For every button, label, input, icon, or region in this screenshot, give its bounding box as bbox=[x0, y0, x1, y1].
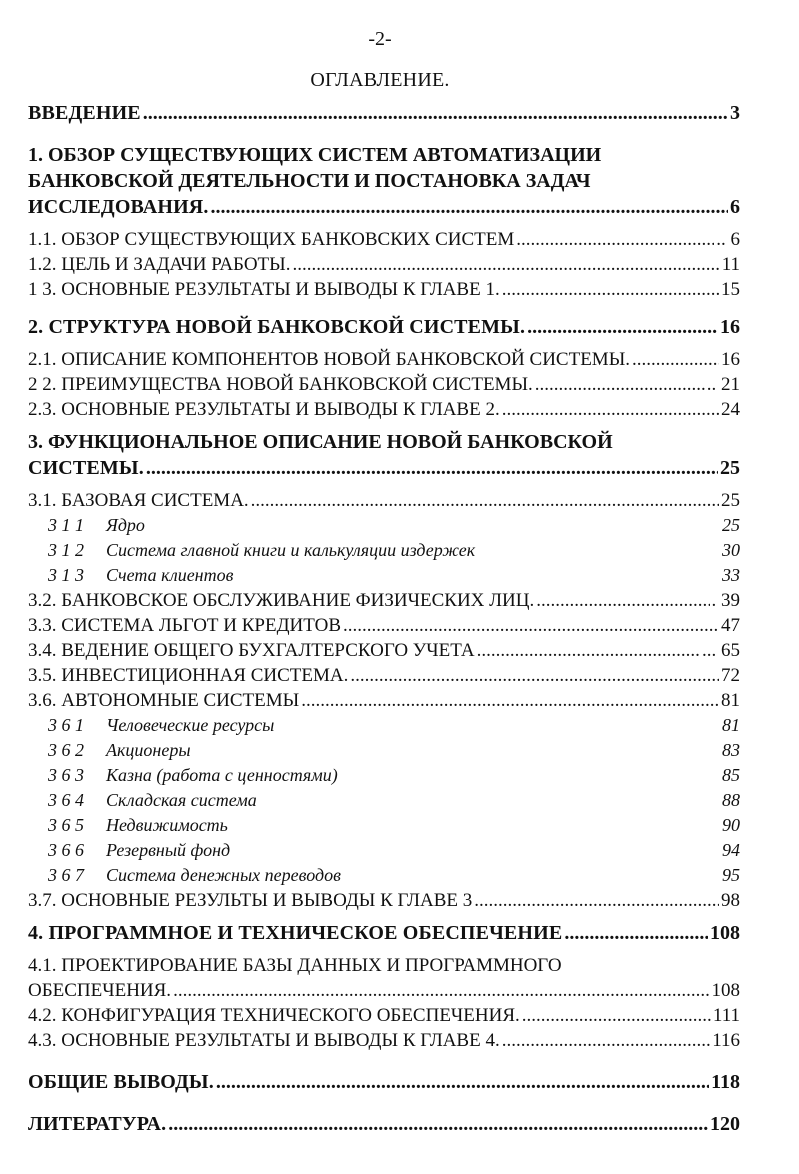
toc-entry-page: 33 bbox=[722, 565, 740, 585]
dot-leader bbox=[143, 100, 728, 126]
toc-subsection-number: 3 6 7 bbox=[48, 865, 84, 885]
toc-chapter-4[interactable] bbox=[28, 920, 740, 946]
toc-subsection-number: 3 6 2 bbox=[48, 740, 84, 760]
toc-entry-page: 47 bbox=[721, 615, 740, 636]
dot-leader bbox=[632, 347, 719, 372]
dot-leader bbox=[502, 1028, 710, 1053]
toc-entry-page: 25 bbox=[721, 490, 740, 511]
toc-subsection-3-6-6[interactable] bbox=[28, 838, 740, 863]
toc-entry-introduction[interactable] bbox=[28, 100, 740, 126]
toc-entry-label: 1.2. ЦЕЛЬ И ЗАДАЧИ РАБОТЫ. bbox=[28, 254, 291, 275]
toc-section-1-2[interactable] bbox=[28, 252, 740, 277]
toc-section-4-2[interactable] bbox=[28, 1003, 740, 1028]
page-number: -2- bbox=[368, 28, 392, 50]
toc-section-2-3[interactable] bbox=[28, 397, 740, 422]
dot-leader bbox=[527, 314, 718, 340]
toc-chapter-title-line: 1. ОБЗОР СУЩЕСТВУЮЩИХ СИСТЕМ АВТОМАТИЗАЦИИ bbox=[28, 144, 602, 166]
toc-subsection-3-6-3[interactable] bbox=[28, 763, 740, 788]
toc-entry-label: Человеческие ресурсы bbox=[106, 715, 275, 735]
toc-entry-label: 3.4. ВЕДЕНИЕ ОБЩЕГО БУХГАЛТЕРСКОГО УЧЕТА bbox=[28, 640, 475, 661]
toc-entry-page: 98 bbox=[721, 890, 740, 911]
toc-entry-page: 3 bbox=[730, 102, 740, 124]
toc-entry-label: ЛИТЕРАТУРА. bbox=[28, 1113, 167, 1135]
document-title: ОГЛАВЛЕНИЕ. bbox=[310, 69, 450, 91]
toc-chapter-3[interactable] bbox=[28, 429, 740, 481]
toc-entry-page: 16 bbox=[721, 349, 740, 370]
dot-leader bbox=[535, 372, 705, 397]
toc-entry-label: 4.3. ОСНОВНЫЕ РЕЗУЛЬТАТЫ И ВЫВОДЫ К ГЛАВЕ 4. bbox=[28, 1030, 500, 1051]
toc-entry-label: ВВЕДЕНИЕ bbox=[28, 102, 141, 124]
toc-entry-label: Система денежных переводов bbox=[106, 865, 341, 885]
toc-subsection-3-6-5[interactable] bbox=[28, 813, 740, 838]
toc-entry-label: Акционеры bbox=[106, 740, 191, 760]
toc-entry-label: 4.1. ПРОЕКТИРОВАНИЕ БАЗЫ ДАННЫХ И ПРОГРАММНОГО bbox=[28, 955, 562, 976]
toc-subsection-3-6-4[interactable] bbox=[28, 788, 740, 813]
dot-leader bbox=[292, 252, 719, 277]
toc-subsection-3-6-7[interactable] bbox=[28, 863, 740, 888]
dot-leader bbox=[173, 978, 709, 1003]
toc-entry-page: 116 bbox=[712, 1030, 740, 1051]
toc-entry-page: 6 bbox=[730, 196, 740, 218]
toc-subsection-number: 3 6 5 bbox=[48, 815, 84, 835]
toc-subsection-number: 3 6 3 bbox=[48, 765, 84, 785]
toc-entry-page: 30 bbox=[722, 540, 740, 560]
toc-chapter-1[interactable] bbox=[28, 142, 740, 220]
toc-section-4-1[interactable] bbox=[28, 953, 740, 1003]
toc-subsection-3-6-2[interactable] bbox=[28, 738, 740, 763]
toc-entry-page: 111 bbox=[712, 1005, 740, 1026]
toc-subsection-number: 3 1 2 bbox=[48, 540, 84, 560]
toc-entry-page: 11 bbox=[721, 254, 740, 275]
toc-entry-label: ОБЩИЕ ВЫВОДЫ. bbox=[28, 1071, 214, 1093]
toc-section-3-7[interactable] bbox=[28, 888, 740, 913]
toc-section-3-2[interactable] bbox=[28, 588, 740, 613]
toc-entry-label: 1.1. ОБЗОР СУЩЕСТВУЮЩИХ БАНКОВСКИХ СИСТЕМ bbox=[28, 229, 515, 250]
toc-entry-page: 81 bbox=[721, 690, 740, 711]
toc-entry-label: 1 3. ОСНОВНЫЕ РЕЗУЛЬТАТЫ И ВЫВОДЫ К ГЛАВЕ 1. bbox=[28, 279, 500, 300]
toc-entry-page: 85 bbox=[722, 765, 740, 785]
toc-section-3-1[interactable] bbox=[28, 488, 740, 513]
toc-subsection-number: 3 6 1 bbox=[48, 715, 84, 735]
dot-leader bbox=[502, 277, 719, 302]
toc-subsection-number: 3 6 4 bbox=[48, 790, 84, 810]
toc-entry-label: ОБЕСПЕЧЕНИЯ. bbox=[28, 980, 172, 1001]
toc-entry-label: 3.3. СИСТЕМА ЛЬГОТ И КРЕДИТОВ bbox=[28, 615, 342, 636]
toc-entry-label: 3.5. ИНВЕСТИЦИОННАЯ СИСТЕМА. bbox=[28, 665, 349, 686]
toc-chapter-title-line: ИССЛЕДОВАНИЯ. bbox=[28, 196, 209, 218]
toc-section-3-6[interactable] bbox=[28, 688, 740, 713]
toc-section-3-3[interactable] bbox=[28, 613, 740, 638]
toc-subsection-3-1-1[interactable] bbox=[28, 513, 740, 538]
toc-entry-label: 3.7. ОСНОВНЫЕ РЕЗУЛЬТЫ И ВЫВОДЫ К ГЛАВЕ 3 bbox=[28, 890, 473, 911]
dot-leader bbox=[502, 397, 719, 422]
toc-entry-page: 118 bbox=[711, 1071, 740, 1093]
toc-section-4-3[interactable] bbox=[28, 1028, 740, 1053]
dot-leader bbox=[516, 227, 714, 252]
dot-leader bbox=[301, 688, 719, 713]
toc-subsection-3-1-2[interactable] bbox=[28, 538, 740, 563]
dot-leader bbox=[146, 455, 718, 481]
toc-entry-page: . 39 bbox=[711, 590, 740, 611]
toc-entry-page: 81 bbox=[722, 715, 740, 735]
toc-subsection-number: 3 6 6 bbox=[48, 840, 84, 860]
toc-entry-label: Резервный фонд bbox=[106, 840, 231, 860]
toc-chapter-2[interactable] bbox=[28, 314, 740, 340]
toc-entry-page: 72 bbox=[721, 665, 740, 686]
toc-entry-page: 25 bbox=[722, 515, 740, 535]
toc-entry-page: 16 bbox=[720, 316, 740, 338]
toc-entry-label: 2 2. ПРЕИМУЩЕСТВА НОВОЙ БАНКОВСКОЙ СИСТЕМЫ. bbox=[28, 374, 533, 395]
toc-entry-label: 2.1. ОПИСАНИЕ КОМПОНЕНТОВ НОВОЙ БАНКОВСКОЙ СИСТЕМЫ. bbox=[28, 349, 631, 370]
dot-leader bbox=[522, 1003, 711, 1028]
dot-leader bbox=[536, 588, 709, 613]
toc-section-3-4[interactable] bbox=[28, 638, 740, 663]
dot-leader bbox=[564, 920, 708, 946]
toc-subsection-3-1-3[interactable] bbox=[28, 563, 740, 588]
toc-entry-label: Складская система bbox=[106, 790, 257, 810]
toc-entry-page: .. 6 bbox=[716, 229, 740, 250]
toc-entry-label: 4. ПРОГРАММНОЕ И ТЕХНИЧЕСКОЕ ОБЕСПЕЧЕНИЕ bbox=[28, 922, 563, 944]
dot-leader bbox=[211, 194, 728, 220]
toc-chapter-title-line: БАНКОВСКОЙ ДЕЯТЕЛЬНОСТИ И ПОСТАНОВКА ЗАДАЧ bbox=[28, 170, 591, 192]
toc-entry-label: 3.6. АВТОНОМНЫЕ СИСТЕМЫ bbox=[28, 690, 300, 711]
dot-leader bbox=[216, 1069, 709, 1095]
toc-entry-label: 3.1. БАЗОВАЯ СИСТЕМА. bbox=[28, 490, 249, 511]
toc-entry-page: 95 bbox=[722, 865, 740, 885]
toc-chapter-title-line: 3. ФУНКЦИОНАЛЬНОЕ ОПИСАНИЕ НОВОЙ БАНКОВСКОЙ bbox=[28, 431, 613, 453]
toc-entry-label: 4.2. КОНФИГУРАЦИЯ ТЕХНИЧЕСКОГО ОБЕСПЕЧЕНИЯ. bbox=[28, 1005, 520, 1026]
toc-entry-page: 24 bbox=[721, 399, 740, 420]
toc-subsection-3-6-1[interactable] bbox=[28, 713, 740, 738]
toc-entry-label: 3.2. БАНКОВСКОЕ ОБСЛУЖИВАНИЕ ФИЗИЧЕСКИХ ЛИЦ. bbox=[28, 590, 535, 611]
toc-section-2-2[interactable] bbox=[28, 372, 740, 397]
dot-leader bbox=[477, 638, 700, 663]
toc-entry-label: Казна (работа с ценностями) bbox=[106, 765, 338, 785]
toc-subsection-number: 3 1 1 bbox=[48, 515, 84, 535]
toc-section-1-1[interactable] bbox=[28, 227, 740, 252]
toc-entry-page: 83 bbox=[722, 740, 740, 760]
toc-entry-page: 120 bbox=[710, 1113, 740, 1135]
toc-entry-page: 88 bbox=[722, 790, 740, 810]
toc-entry-label: Недвижимость bbox=[106, 815, 228, 835]
toc-entry-label: 2.3. ОСНОВНЫЕ РЕЗУЛЬТАТЫ И ВЫВОДЫ К ГЛАВЕ 2. bbox=[28, 399, 500, 420]
toc-section-3-5[interactable] bbox=[28, 663, 740, 688]
dot-leader bbox=[350, 663, 719, 688]
toc-section-2-1[interactable] bbox=[28, 347, 740, 372]
toc-entry-page: ... 65 bbox=[702, 640, 740, 661]
toc-entry-page: 90 bbox=[722, 815, 740, 835]
toc-section-1-3[interactable] bbox=[28, 277, 740, 302]
toc-entry-page: 15 bbox=[721, 279, 740, 300]
toc-entry-label: Счета клиентов bbox=[106, 565, 234, 585]
toc-entry-conclusions[interactable] bbox=[28, 1069, 740, 1095]
toc-entry-label: Система главной книги и калькуляции издержек bbox=[106, 540, 476, 560]
dot-leader bbox=[474, 888, 719, 913]
toc-entry-page: 25 bbox=[720, 457, 740, 479]
dot-leader bbox=[168, 1111, 708, 1137]
toc-entry-label: Ядро bbox=[106, 515, 145, 535]
toc-entry-literature[interactable] bbox=[28, 1111, 740, 1137]
toc-entry-page: 108 bbox=[711, 980, 740, 1001]
toc-entry-page: 94 bbox=[722, 840, 740, 860]
toc-entry-page: 108 bbox=[710, 922, 740, 944]
dot-leader bbox=[343, 613, 719, 638]
dot-leader bbox=[251, 488, 719, 513]
toc-entry-page: .. 21 bbox=[706, 374, 740, 395]
toc-subsection-number: 3 1 3 bbox=[48, 565, 84, 585]
toc-chapter-title-line: СИСТЕМЫ. bbox=[28, 457, 144, 479]
toc-entry-label: 2. СТРУКТУРА НОВОЙ БАНКОВСКОЙ СИСТЕМЫ. bbox=[28, 316, 526, 338]
table-of-contents bbox=[28, 100, 740, 1137]
